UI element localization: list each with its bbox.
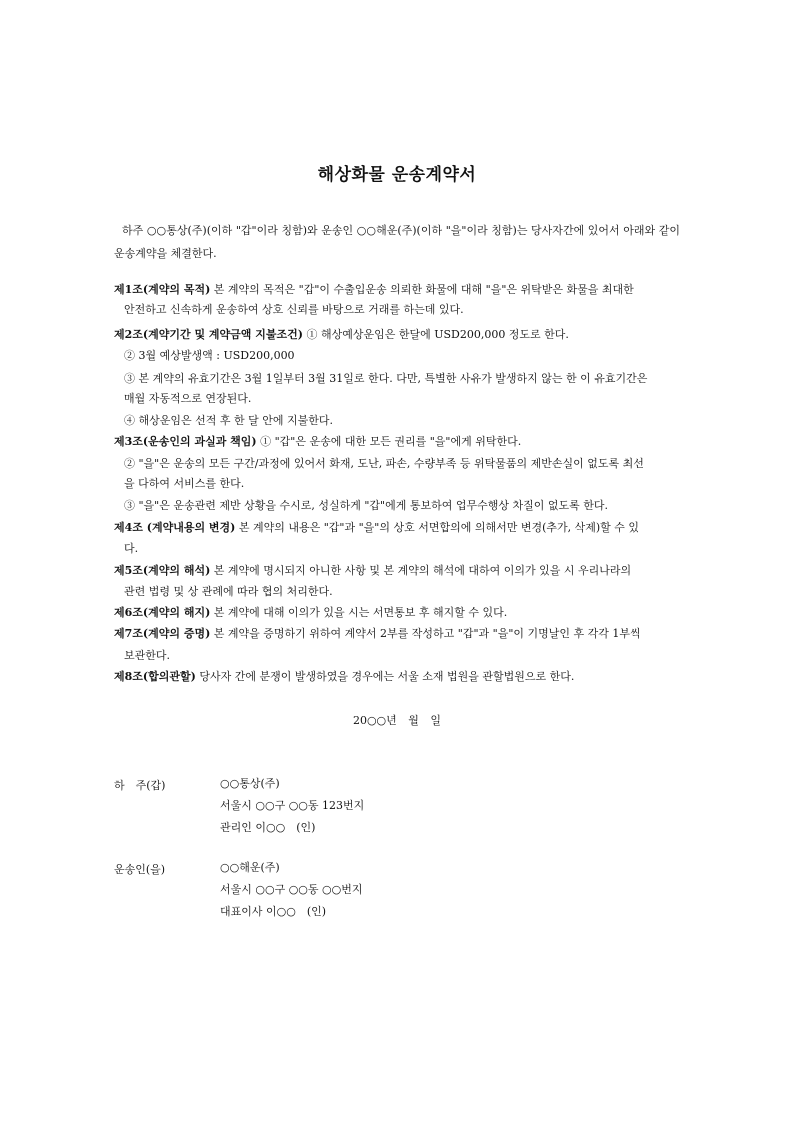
- article-5-text: 본 계약에 명시되지 아니한 사항 및 본 계약의 해석에 대하여 이의가 있을 시 우리나라의: [210, 564, 632, 577]
- article-3-heading: 제3조(운송인의 과실과 책임): [114, 435, 257, 448]
- article-2-heading: 제2조(계약기간 및 계약금액 지불조건): [114, 328, 303, 341]
- article-1: [114, 283, 680, 297]
- article-2-item-2: ② 3월 예상발생액 : USD200,000: [124, 349, 295, 362]
- carrier-role: 운송인(을): [114, 863, 166, 876]
- carrier-address: 서울시 ○○구 ○○동 ○○번지: [220, 883, 363, 896]
- carrier-representative: 대표이사 이○○ (인): [220, 905, 327, 918]
- shipper-representative: 관리인 이○○ (인): [220, 821, 316, 834]
- article-2-item-3: ③ 본 계약의 유효기간은 3월 1일부터 3월 31일로 한다. 다만, 특별한 사유가 발생하지 않는 한 이 유효기간은: [124, 372, 648, 385]
- article-7-heading: 제7조(계약의 증명): [114, 627, 211, 640]
- article-1-text: 본 계약의 목적은 "갑"이 수출입운송 의뢰한 화물에 대해 "을"은 위탁받은 화물을 최대한: [210, 283, 634, 296]
- article-5-continuation: 관련 법령 및 상 관례에 따라 협의 처리한다.: [124, 585, 333, 598]
- article-2-item-4: ④ 해상운임은 선적 후 한 달 안에 지불한다.: [124, 414, 333, 427]
- article-1-heading: 제1조(계약의 목적): [114, 283, 211, 296]
- carrier-company: ○○해운(주): [220, 861, 280, 874]
- shipper-info: [220, 777, 364, 843]
- article-3: [114, 435, 680, 449]
- article-8-heading: 제8조(합의관할): [114, 670, 196, 683]
- article-8: [114, 670, 680, 684]
- article-6-text: 본 계약에 대해 이의가 있을 시는 서면통보 후 해지할 수 있다.: [210, 606, 508, 619]
- article-2: [114, 328, 680, 342]
- shipper-company: ○○통상(주): [220, 777, 280, 790]
- article-5-heading: 제5조(계약의 해석): [114, 564, 211, 577]
- article-7-continuation: 보관한다.: [124, 649, 171, 662]
- article-3-item-1: ① "갑"은 운송에 대한 모든 권리를 "을"에게 위탁한다.: [256, 435, 522, 448]
- article-3-item-2: ② "을"은 운송의 모든 구간/과정에 있어서 화재, 도난, 파손, 수량부족 등 위탁물품의 제반손실이 없도록 최선: [124, 457, 644, 470]
- article-7-text: 본 계약을 증명하기 위하여 계약서 2부를 작성하고 "갑"과 "을"이 기명날인 후 각각 1부씩: [210, 627, 641, 640]
- article-4-continuation: 다.: [124, 542, 139, 555]
- article-7: [114, 627, 680, 641]
- article-2-item-1: ① 해상예상운임은 한달에 USD200,000 정도로 한다.: [302, 328, 569, 341]
- article-5: [114, 564, 680, 578]
- article-1-continuation: 안전하고 신속하게 운송하여 상호 신뢰를 바탕으로 거래를 하는데 있다.: [124, 303, 464, 316]
- shipper-address: 서울시 ○○구 ○○동 123번지: [220, 799, 365, 812]
- contract-date: 20○○년 월 일: [352, 714, 442, 727]
- article-6: [114, 606, 680, 620]
- article-2-item-3-continuation: 매월 자동적으로 연장된다.: [124, 392, 252, 405]
- article-3-item-2-continuation: 을 다하여 서비스를 한다.: [124, 477, 245, 490]
- article-4: [114, 521, 680, 535]
- document-title: 해상화물 운송계약서: [317, 165, 477, 185]
- article-3-item-3: ③ "을"은 운송관련 제반 상황을 수시로, 성실하게 "갑"에게 통보하여 업무수행상 차질이 없도록 한다.: [124, 499, 608, 512]
- article-8-text: 당사자 간에 분쟁이 발생하였을 경우에는 서울 소재 법원을 관할법원으로 한다.: [195, 670, 575, 683]
- article-4-text: 본 계약의 내용은 "갑"과 "을"의 상호 서면합의에 의해서만 변경(추가, 삭제)할 수 있: [235, 521, 640, 534]
- carrier-info: [220, 861, 362, 927]
- article-6-heading: 제6조(계약의 해지): [114, 606, 211, 619]
- shipper-role: 하 주(갑): [114, 779, 166, 792]
- article-4-heading: 제4조 (계약내용의 변경): [114, 521, 236, 534]
- intro-paragraph: 하주 ○○통상(주)(이하 "갑"이라 칭함)와 운송인 ○○해운(주)(이하 "을"이라 칭함)는 당사자간에 있어서 아래와 같이 운송계약을 체결한다.: [114, 224, 680, 260]
